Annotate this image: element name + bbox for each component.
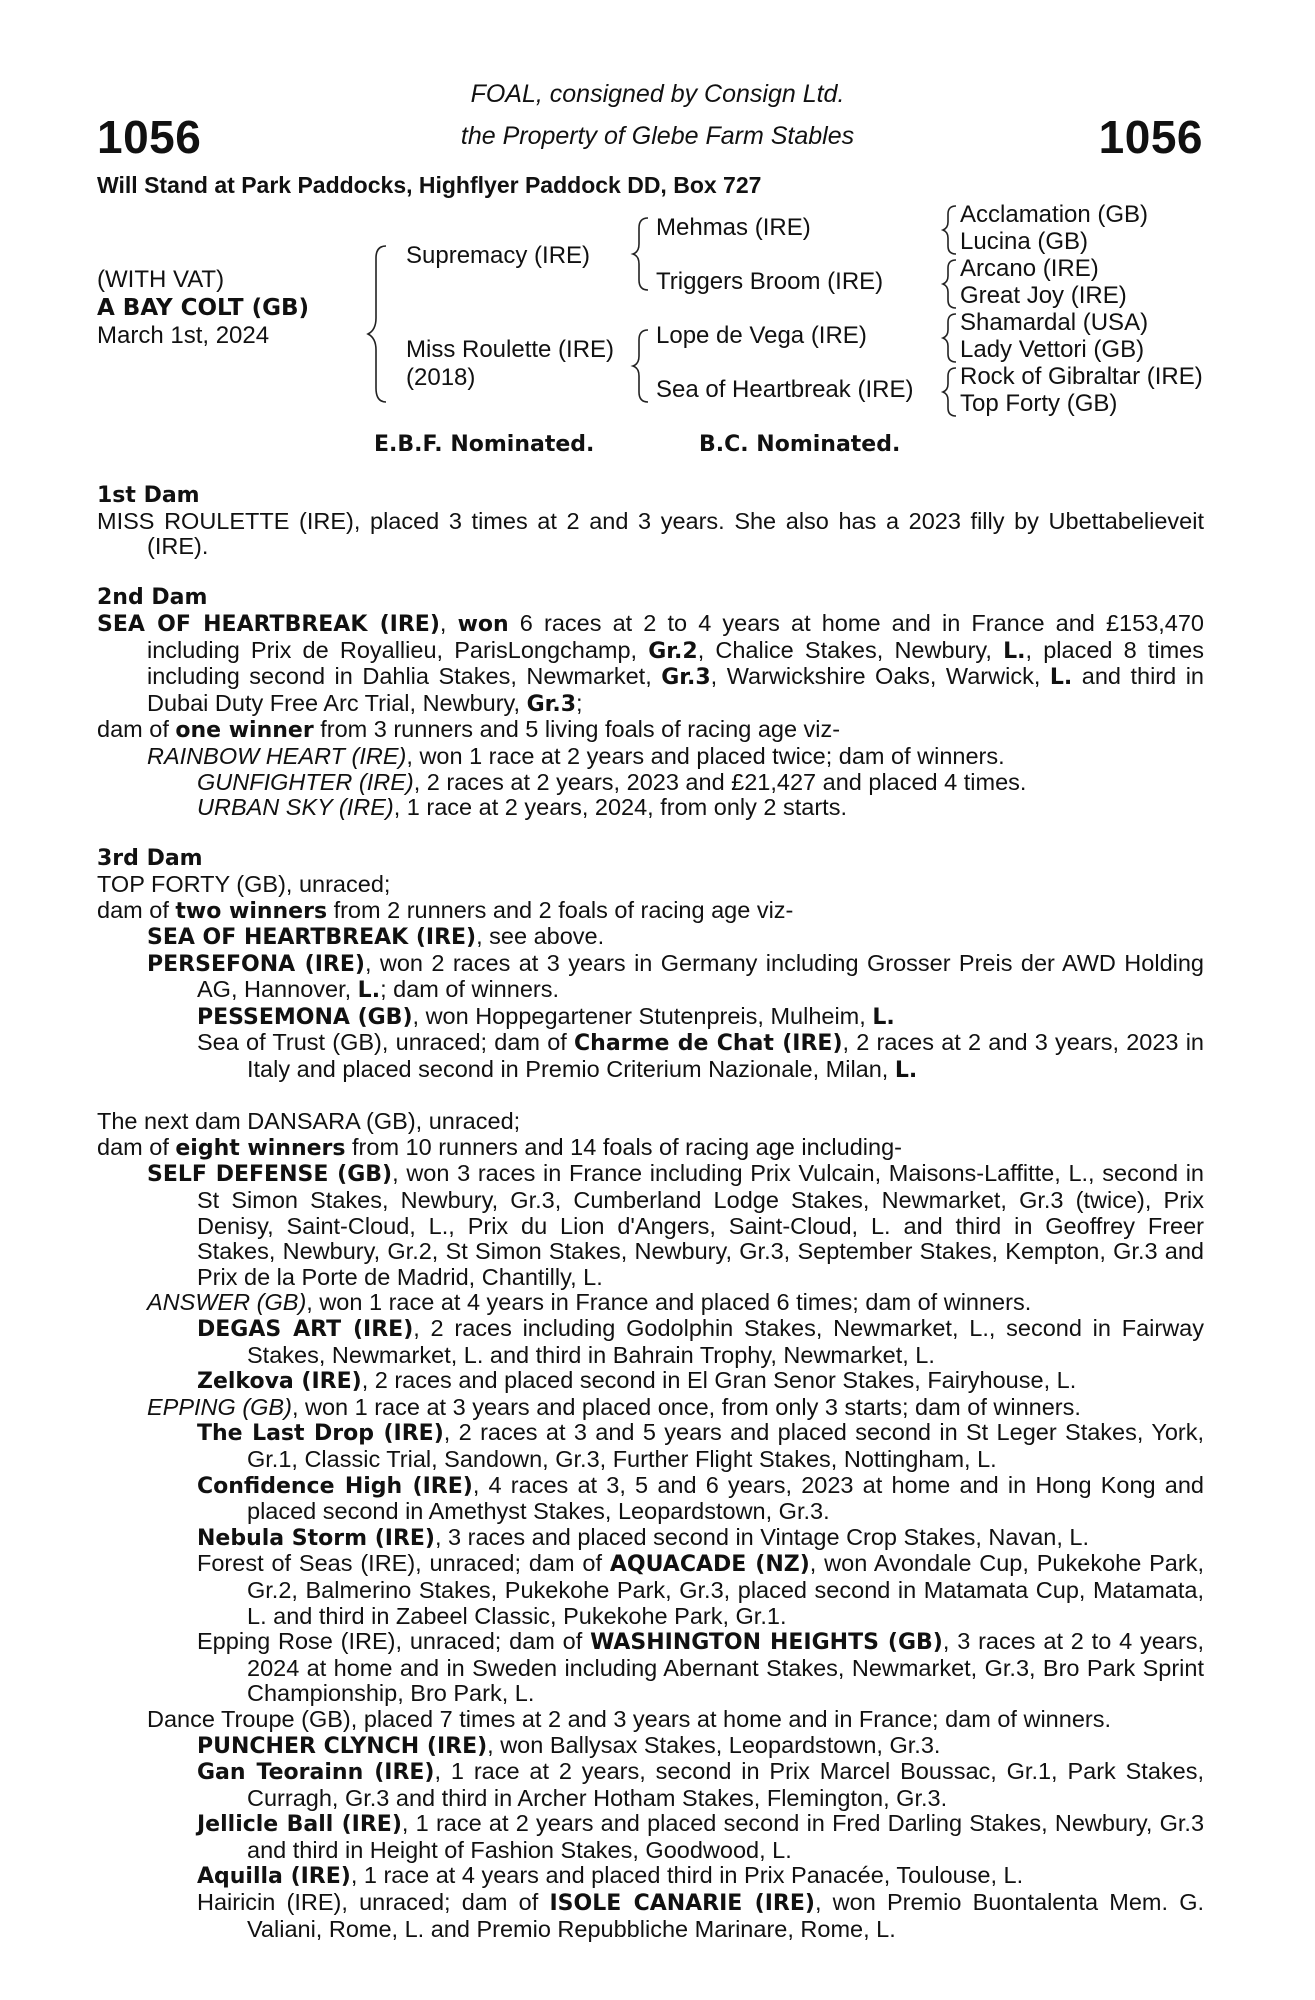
consign-line-2: the Property of Glebe Farm Stables [460,122,855,150]
first-dam-text: MISS ROULETTE (IRE), placed 3 times at 2 and 3 years. She also has a 2023 filly by Ubettabelieveit (IRE). [97,507,1204,560]
progeny-hairicin: Hairicin (IRE), unraced; dam of ISOLE CANARIE (IRE), won Premio Buontalenta Mem. G. Valiani, Rome, L. and Premio Repubbliche Marinare, Rome, L. [197,1889,1204,1942]
next-dam-dam-of: dam of eight winners from 10 runners and 14 foals of racing age including- [97,1133,902,1161]
pedigree-dam-sire: Lope de Vega (IRE) [656,322,867,349]
pedigree-gg-2: Lucina (GB) [960,228,1089,255]
consign-line-1: FOAL, consigned by Consign Ltd. [470,80,845,108]
progeny-puncher-clynch: PUNCHER CLYNCH (IRE), won Ballysax Stakes, Leopardstown, Gr.3. [197,1731,941,1759]
third-dam-dam-of: dam of two winners from 2 runners and 2 foals of racing age viz- [97,896,794,924]
horse-name: A BAY COLT (GB) [97,295,310,321]
third-dam-heading: 3rd Dam [97,846,203,872]
progeny-epping-rose: Epping Rose (IRE), unraced; dam of WASHINGTON HEIGHTS (GB), 3 races at 2 to 4 years, 2024 at home and in Sweden including Abernant Stakes, Newmarket, Gr.3, Bro Park Sprint Championship, Bro Park, L. [197,1628,1204,1707]
pedigree-sire-dam: Triggers Broom (IRE) [656,268,884,295]
bc-nominated: B.C. Nominated. [699,432,901,457]
first-dam-heading: 1st Dam [97,483,200,508]
progeny-sea-of-heartbreak: SEA OF HEARTBREAK (IRE), see above. [147,923,605,951]
progeny-persefona: PERSEFONA (IRE), won 2 races at 3 years in Germany including Grosser Preis der AWD Holding AG, Hannover, L.; dam of winners. [147,949,1204,1004]
horse-dob: March 1st, 2024 [97,322,270,349]
pedigree-gg-6: Lady Vettori (GB) [960,336,1145,363]
pedigree-dam-dam: Sea of Heartbreak (IRE) [656,376,914,403]
pedigree-gg-1: Acclamation (GB) [960,201,1149,228]
pedigree-gg-3: Arcano (IRE) [960,255,1099,282]
next-dam-line1: The next dam DANSARA (GB), unraced; [97,1108,521,1135]
lot-number-right: 1056 [1098,111,1203,163]
stand-location: Will Stand at Park Paddocks, Highflyer Paddock DD, Box 727 [97,172,762,198]
progeny-the-last-drop: The Last Drop (IRE), 2 races at 3 and 5 years and placed second in St Leger Stakes, York, Gr.1, Classic Trial, Sandown, Gr.3, Further Flight Stakes, Nottingham, L. [197,1419,1205,1472]
pedigree-dam-year: (2018) [406,364,476,391]
progeny-dance-troupe: Dance Troupe (GB), placed 7 times at 2 and 3 years at home and in France; dam of winners. [147,1705,1111,1732]
pedigree-gg-5: Shamardal (USA) [960,309,1149,336]
progeny-zelkova: Zelkova (IRE), 2 races and placed second in El Gran Senor Stakes, Fairyhouse, L. [197,1367,1077,1395]
progeny-sea-of-trust: Sea of Trust (GB), unraced; dam of Charme de Chat (IRE), 2 races at 2 and 3 years, 2023 in Italy and placed second in Premio Criterium Nazionale, Milan, L. [197,1029,1204,1084]
progeny-gan-teorainn: Gan Teorainn (IRE), 1 race at 2 years, second in Prix Marcel Boussac, Gr.1, Park Stakes, Curragh, Gr.3 and third in Archer Hotham Stakes, Flemington, Gr.3. [197,1758,1204,1811]
pedigree-body [97,483,1204,1942]
second-dam-sea-of-heartbreak: SEA OF HEARTBREAK (IRE), won 6 races at 2 to 4 years at home and in France and £153,470 including Prix de Royallieu, ParisLongchamp, Gr.2, Chalice Stakes, Newbury, L., placed 8 times including second in Dahlia Stakes, Newmarket, Gr.3, Warwickshire Oaks, Warwick, L. and third in Dubai Duty Free Arc Trial, Newbury, Gr.3; [97,609,1205,717]
progeny-nebula-storm: Nebula Storm (IRE), 3 races and placed second in Vintage Crop Stakes, Navan, L. [197,1523,1090,1551]
pedigree-dam: Miss Roulette (IRE) [406,336,615,363]
progeny-urban-sky: URBAN SKY (IRE), 1 race at 2 years, 2024, from only 2 starts. [197,794,847,821]
progeny-confidence-high: Confidence High (IRE), 4 races at 3, 5 and 6 years, 2023 at home and in Hong Kong and placed second in Amethyst Stakes, Leopardstown, Gr.3. [197,1471,1205,1525]
progeny-answer: ANSWER (GB), won 1 race at 4 years in France and placed 6 times; dam of winners. [147,1289,1032,1316]
ebf-nominated: E.B.F. Nominated. [374,432,595,457]
second-dam-heading: 2nd Dam [97,585,208,611]
progeny-forest-of-seas: Forest of Seas (IRE), unraced; dam of AQUACADE (NZ), won Avondale Cup, Pukekohe Park, Gr.2, Balmerino Stakes, Pukekohe Park, Gr.3, placed second in Matamata Cup, Matamata, L. and third in Zabeel Classic, Pukekohe Park, Gr.1. [197,1550,1204,1629]
lot-number-left: 1056 [97,111,202,163]
progeny-gunfighter: GUNFIGHTER (IRE), 2 races at 2 years, 2023 and £21,427 and placed 4 times. [197,768,1027,795]
progeny-epping: EPPING (GB), won 1 race at 3 years and placed once, from only 3 starts; dam of winners. [147,1393,1081,1420]
progeny-pessemona: PESSEMONA (GB), won Hoppegartener Stutenpreis, Mulheim, L. [197,1002,895,1030]
pedigree-gg-8: Top Forty (GB) [960,390,1118,417]
vat-label: (WITH VAT) [97,266,225,293]
pedigree-sire: Supremacy (IRE) [406,242,591,269]
progeny-rainbow-heart: RAINBOW HEART (IRE), won 1 race at 2 years and placed twice; dam of winners. [147,742,1005,769]
progeny-jellicle-ball: Jellicle Ball (IRE), 1 race at 2 years and placed second in Fred Darling Stakes, Newbury, Gr.3 and third in Height of Fashion Stakes, Goodwood, L. [197,1810,1205,1863]
second-dam-dam-of: dam of one winner from 3 runners and 5 living foals of racing age viz- [97,716,841,744]
progeny-degas-art: DEGAS ART (IRE), 2 races including Godolphin Stakes, Newmarket, L., second in Fairway Stakes, Newmarket, L. and third in Bahrain Trophy, Newmarket, L. [197,1315,1204,1368]
pedigree-sire-sire: Mehmas (IRE) [656,214,811,241]
pedigree-gg-7: Rock of Gibraltar (IRE) [960,363,1203,390]
progeny-self-defense: SELF DEFENSE (GB), won 3 races in France including Prix Vulcain, Maisons-Laffitte, L., second in St Simon Stakes, Newbury, Gr.3, Cumberland Lodge Stakes, Newmarket, Gr.3 (twice), Prix Denisy, Saint-Cloud, L., Prix du Lion d'Angers, Saint-Cloud, L. and third in Geoffrey Freer Stakes, Newbury, Gr.2, St Simon Stakes, Newbury, Gr.3, September Stakes, Kempton, Gr.3 and Prix de la Porte de Madrid, Chantilly, L. [147,1160,1204,1290]
pedigree-gg-4: Great Joy (IRE) [960,282,1127,309]
progeny-aquilla: Aquilla (IRE), 1 race at 4 years and placed third in Prix Panacée, Toulouse, L. [197,1862,1024,1890]
third-dam-line1: TOP FORTY (GB), unraced; [97,870,391,897]
